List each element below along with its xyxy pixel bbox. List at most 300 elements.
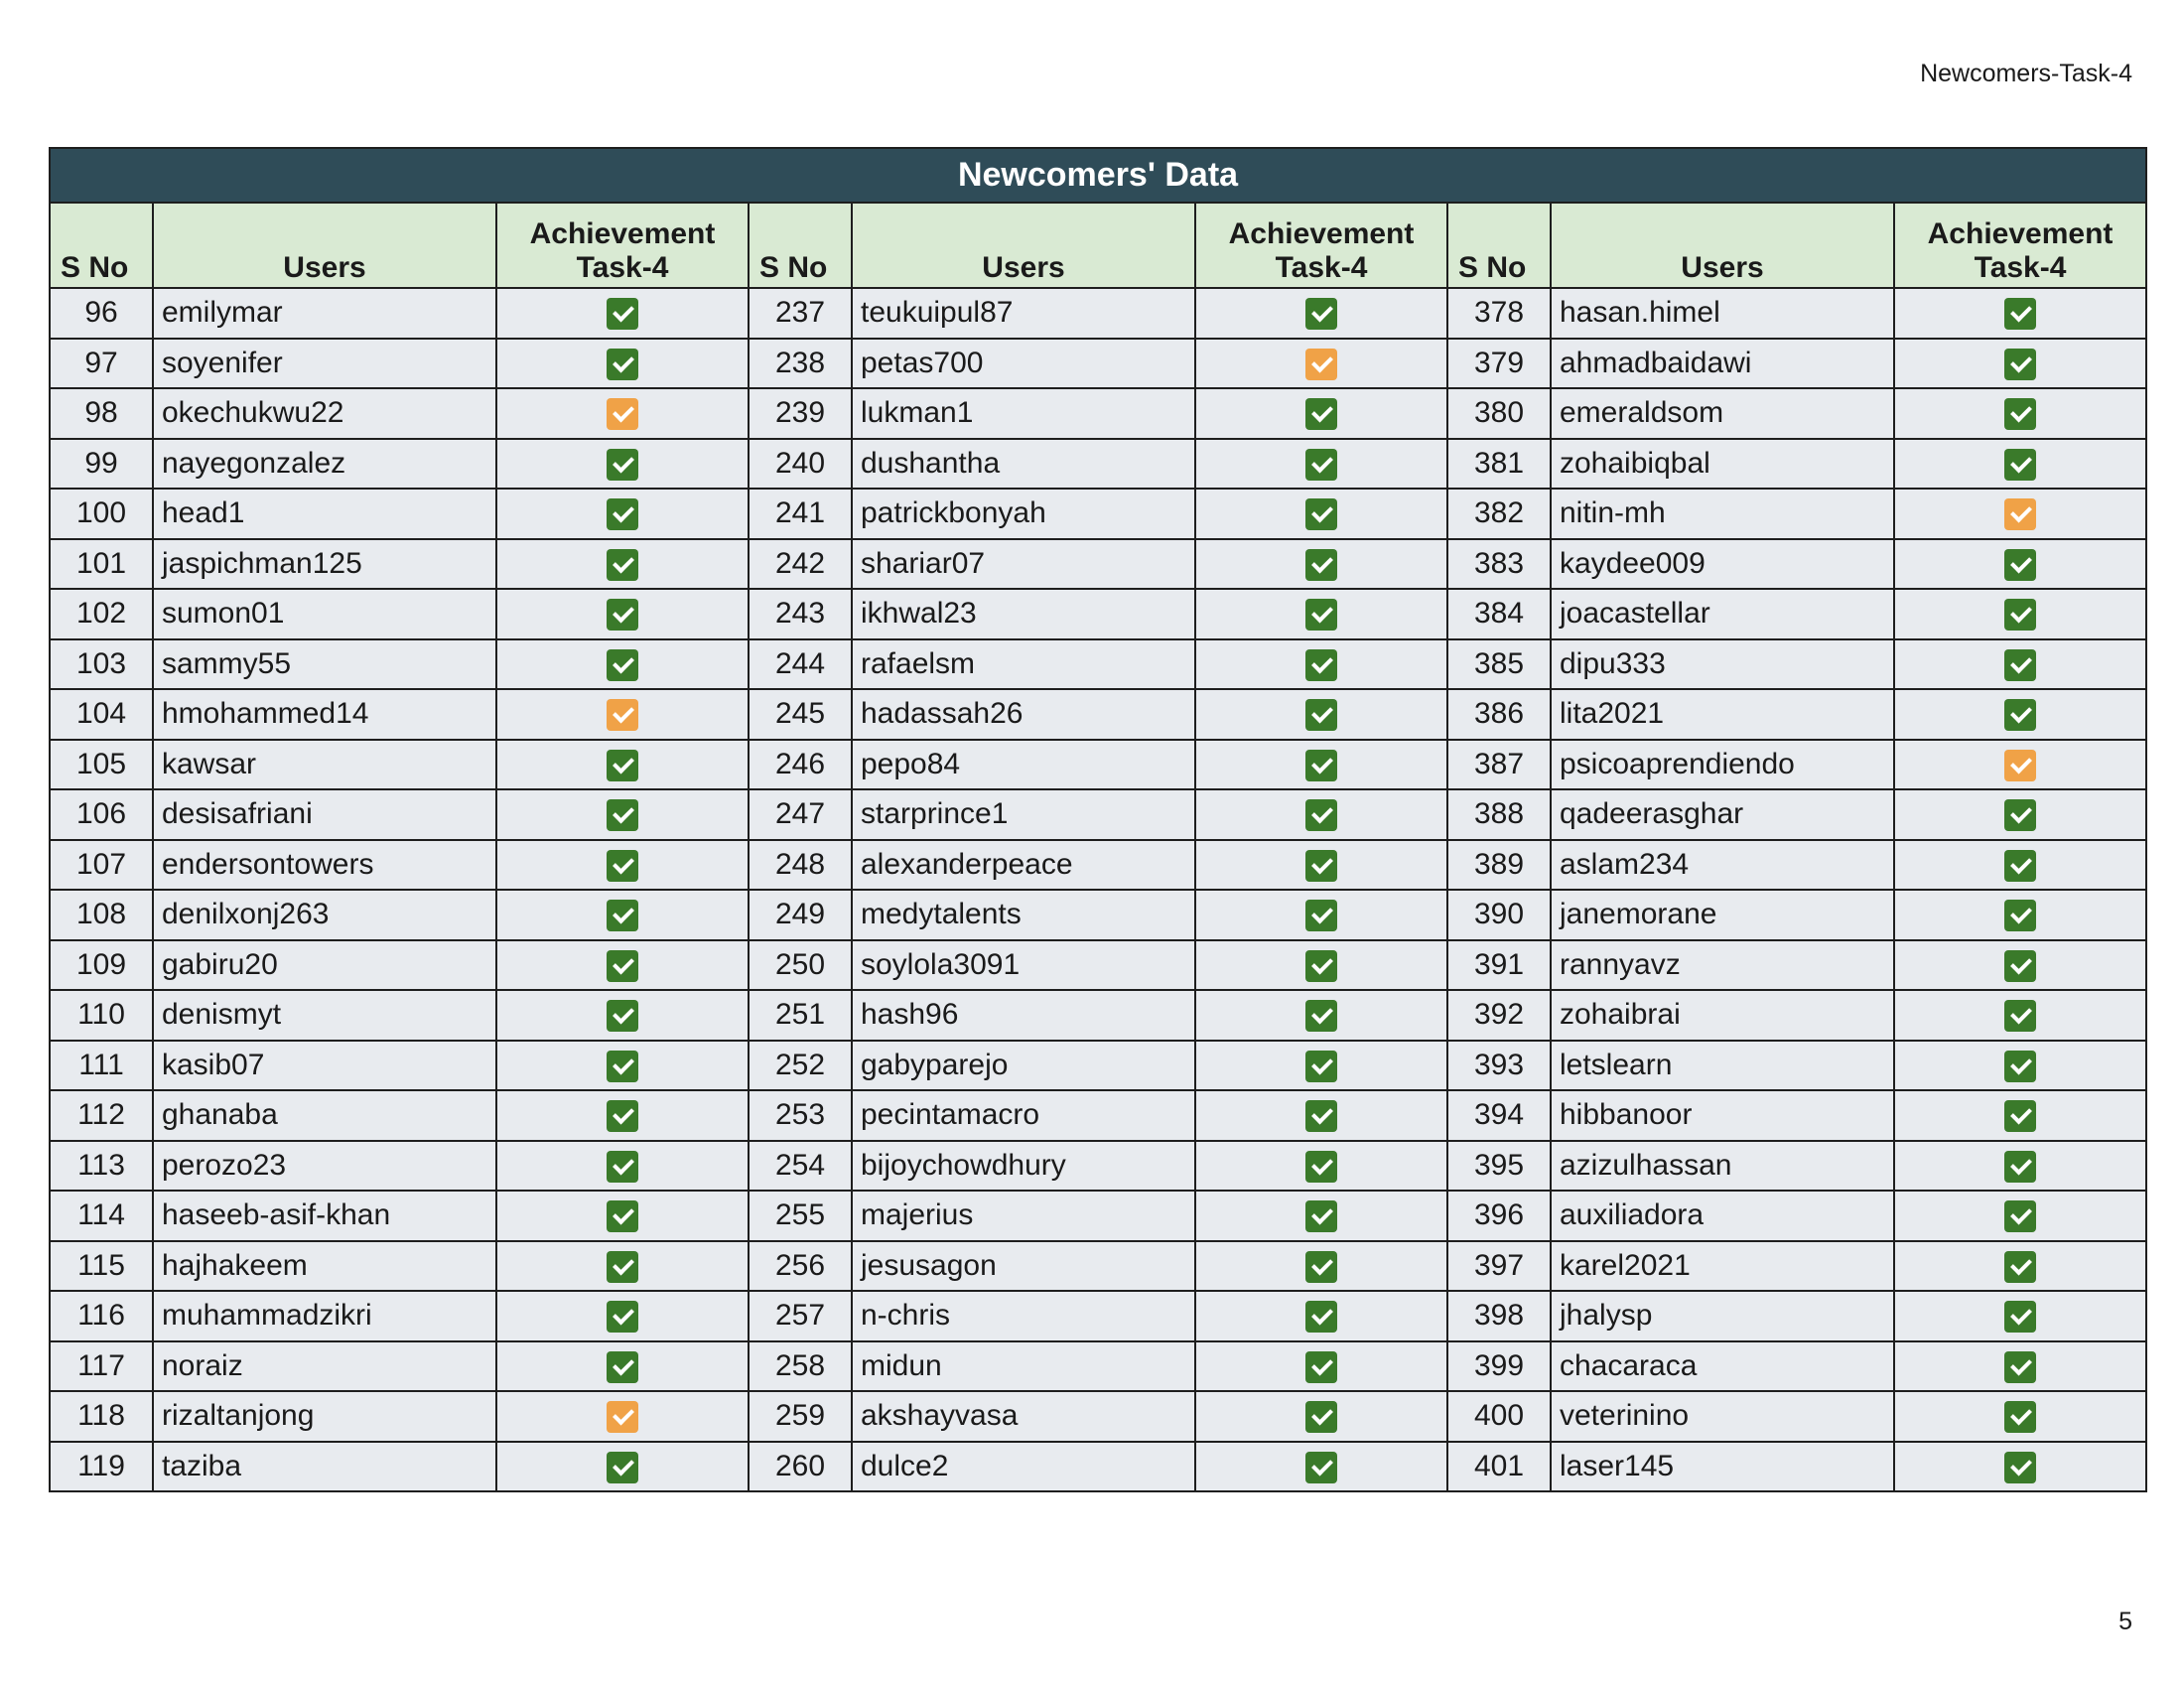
- checkbox-checked-icon: [1305, 900, 1337, 931]
- achievement-cell: [496, 890, 749, 940]
- user-cell: zohaibrai: [1551, 990, 1894, 1041]
- user-cell: sammy55: [153, 639, 496, 690]
- sno-cell: 119: [50, 1442, 153, 1492]
- table-row: [50, 288, 2146, 339]
- checkbox-checked-icon: [2004, 1100, 2036, 1132]
- achievement-cell: [1195, 1090, 1447, 1141]
- user-cell: auxiliadora: [1551, 1191, 1894, 1241]
- table-title: Newcomers' Data: [50, 148, 2146, 203]
- table-row: [50, 589, 2146, 639]
- column-header-row: [50, 203, 2146, 288]
- table-row: [50, 1090, 2146, 1141]
- achievement-cell: [496, 1341, 749, 1392]
- achievement-cell: [1894, 539, 2146, 590]
- sno-cell: 97: [50, 339, 153, 389]
- newcomers-table: [49, 147, 2147, 1492]
- sno-cell: 382: [1447, 489, 1551, 539]
- sno-cell: 239: [749, 388, 852, 439]
- table-row: [50, 689, 2146, 740]
- checkbox-checked-icon: [2004, 599, 2036, 631]
- sno-header: S No: [749, 203, 852, 288]
- sno-cell: 391: [1447, 940, 1551, 991]
- checkbox-checked-icon: [1305, 1401, 1337, 1433]
- user-cell: letslearn: [1551, 1041, 1894, 1091]
- checkbox-checked-icon: [607, 1000, 638, 1032]
- checkbox-partial-icon: [607, 398, 638, 430]
- user-cell: shariar07: [852, 539, 1195, 590]
- user-cell: kawsar: [153, 740, 496, 790]
- sno-cell: 393: [1447, 1041, 1551, 1091]
- sno-cell: 400: [1447, 1391, 1551, 1442]
- checkbox-checked-icon: [607, 900, 638, 931]
- sno-cell: 395: [1447, 1141, 1551, 1192]
- sno-cell: 109: [50, 940, 153, 991]
- sno-cell: 398: [1447, 1291, 1551, 1341]
- users-header: Users: [153, 203, 496, 288]
- user-cell: chacaraca: [1551, 1341, 1894, 1392]
- user-cell: zohaibiqbal: [1551, 439, 1894, 490]
- checkbox-checked-icon: [607, 1051, 638, 1082]
- checkbox-checked-icon: [2004, 549, 2036, 581]
- achievement-cell: [1195, 639, 1447, 690]
- sno-cell: 110: [50, 990, 153, 1041]
- user-cell: jhalysp: [1551, 1291, 1894, 1341]
- achievement-cell: [496, 1291, 749, 1341]
- achievement-cell: [1894, 288, 2146, 339]
- checkbox-checked-icon: [607, 498, 638, 530]
- achievement-cell: [496, 1041, 749, 1091]
- checkbox-checked-icon: [2004, 1452, 2036, 1483]
- sno-cell: 259: [749, 1391, 852, 1442]
- checkbox-checked-icon: [1305, 1200, 1337, 1232]
- checkbox-checked-icon: [1305, 1000, 1337, 1032]
- user-cell: n-chris: [852, 1291, 1195, 1341]
- user-cell: rafaelsm: [852, 639, 1195, 690]
- sno-cell: 389: [1447, 840, 1551, 891]
- achievement-cell: [1195, 388, 1447, 439]
- user-cell: pecintamacro: [852, 1090, 1195, 1141]
- user-cell: soylola3091: [852, 940, 1195, 991]
- achievement-cell: [1195, 840, 1447, 891]
- sno-header: S No: [50, 203, 153, 288]
- achievement-cell: [1894, 388, 2146, 439]
- sno-cell: 111: [50, 1041, 153, 1091]
- user-cell: ahmadbaidawi: [1551, 339, 1894, 389]
- checkbox-checked-icon: [1305, 699, 1337, 731]
- page-header: Newcomers-Task-4: [1920, 60, 2132, 87]
- achievement-header-line1: Achievement: [1927, 217, 2114, 250]
- user-cell: starprince1: [852, 789, 1195, 840]
- user-cell: taziba: [153, 1442, 496, 1492]
- checkbox-partial-icon: [2004, 750, 2036, 781]
- sno-cell: 390: [1447, 890, 1551, 940]
- achievement-cell: [1894, 789, 2146, 840]
- sno-cell: 96: [50, 288, 153, 339]
- sno-cell: 396: [1447, 1191, 1551, 1241]
- achievement-cell: [496, 1442, 749, 1492]
- table-row: [50, 990, 2146, 1041]
- user-cell: noraiz: [153, 1341, 496, 1392]
- user-cell: alexanderpeace: [852, 840, 1195, 891]
- achievement-cell: [1894, 990, 2146, 1041]
- achievement-cell: [496, 339, 749, 389]
- achievement-cell: [496, 1391, 749, 1442]
- user-cell: head1: [153, 489, 496, 539]
- sno-cell: 258: [749, 1341, 852, 1392]
- user-cell: soyenifer: [153, 339, 496, 389]
- checkbox-checked-icon: [607, 1351, 638, 1383]
- user-cell: laser145: [1551, 1442, 1894, 1492]
- user-cell: hajhakeem: [153, 1241, 496, 1292]
- achievement-cell: [1195, 1241, 1447, 1292]
- checkbox-checked-icon: [2004, 649, 2036, 681]
- checkbox-checked-icon: [1305, 1051, 1337, 1082]
- sno-cell: 255: [749, 1191, 852, 1241]
- achievement-cell: [1894, 589, 2146, 639]
- checkbox-checked-icon: [607, 1452, 638, 1483]
- sno-cell: 250: [749, 940, 852, 991]
- user-cell: jaspichman125: [153, 539, 496, 590]
- checkbox-checked-icon: [2004, 298, 2036, 330]
- sno-cell: 249: [749, 890, 852, 940]
- checkbox-checked-icon: [1305, 398, 1337, 430]
- user-cell: endersontowers: [153, 840, 496, 891]
- checkbox-checked-icon: [607, 799, 638, 831]
- sno-cell: 242: [749, 539, 852, 590]
- achievement-cell: [1195, 1442, 1447, 1492]
- user-cell: medytalents: [852, 890, 1195, 940]
- achievement-cell: [496, 840, 749, 891]
- achievement-cell: [1195, 589, 1447, 639]
- achievement-cell: [496, 539, 749, 590]
- checkbox-checked-icon: [2004, 1000, 2036, 1032]
- page-number: 5: [2118, 1608, 2132, 1635]
- checkbox-partial-icon: [2004, 498, 2036, 530]
- table-row: [50, 789, 2146, 840]
- achievement-cell: [1894, 489, 2146, 539]
- checkbox-checked-icon: [607, 1100, 638, 1132]
- user-cell: emilymar: [153, 288, 496, 339]
- achievement-cell: [496, 1191, 749, 1241]
- achievement-cell: [496, 639, 749, 690]
- achievement-cell: [1894, 639, 2146, 690]
- achievement-cell: [1195, 1041, 1447, 1091]
- sno-cell: 118: [50, 1391, 153, 1442]
- sno-cell: 383: [1447, 539, 1551, 590]
- user-cell: dulce2: [852, 1442, 1195, 1492]
- user-cell: desisafriani: [153, 789, 496, 840]
- table-row: [50, 339, 2146, 389]
- sno-cell: 240: [749, 439, 852, 490]
- checkbox-checked-icon: [607, 1301, 638, 1333]
- checkbox-checked-icon: [1305, 850, 1337, 882]
- sno-cell: 116: [50, 1291, 153, 1341]
- achievement-cell: [1894, 840, 2146, 891]
- sno-cell: 113: [50, 1141, 153, 1192]
- table-row: [50, 940, 2146, 991]
- achievement-cell: [1195, 339, 1447, 389]
- sno-cell: 237: [749, 288, 852, 339]
- table-row: [50, 439, 2146, 490]
- users-header: Users: [852, 203, 1195, 288]
- sno-cell: 99: [50, 439, 153, 490]
- achievement-cell: [496, 940, 749, 991]
- checkbox-checked-icon: [2004, 1200, 2036, 1232]
- achievement-cell: [1195, 990, 1447, 1041]
- checkbox-checked-icon: [1305, 1452, 1337, 1483]
- table-row: [50, 1041, 2146, 1091]
- user-cell: emeraldsom: [1551, 388, 1894, 439]
- achievement-cell: [1894, 1090, 2146, 1141]
- table-row: [50, 1341, 2146, 1392]
- checkbox-checked-icon: [1305, 750, 1337, 781]
- checkbox-checked-icon: [1305, 549, 1337, 581]
- user-cell: nayegonzalez: [153, 439, 496, 490]
- sno-cell: 254: [749, 1141, 852, 1192]
- user-cell: lukman1: [852, 388, 1195, 439]
- achievement-cell: [1894, 439, 2146, 490]
- user-cell: azizulhassan: [1551, 1141, 1894, 1192]
- achievement-cell: [1195, 1291, 1447, 1341]
- sno-cell: 108: [50, 890, 153, 940]
- achievement-cell: [1195, 539, 1447, 590]
- checkbox-checked-icon: [1305, 1351, 1337, 1383]
- achievement-header: [1894, 203, 2146, 288]
- user-cell: gabiru20: [153, 940, 496, 991]
- sno-cell: 380: [1447, 388, 1551, 439]
- sno-cell: 387: [1447, 740, 1551, 790]
- checkbox-checked-icon: [1305, 1100, 1337, 1132]
- sno-cell: 251: [749, 990, 852, 1041]
- user-cell: rannyavz: [1551, 940, 1894, 991]
- checkbox-checked-icon: [2004, 699, 2036, 731]
- table-row: [50, 890, 2146, 940]
- checkbox-checked-icon: [2004, 850, 2036, 882]
- sno-cell: 245: [749, 689, 852, 740]
- checkbox-checked-icon: [2004, 950, 2036, 982]
- checkbox-checked-icon: [607, 1251, 638, 1283]
- checkbox-checked-icon: [1305, 599, 1337, 631]
- sno-cell: 248: [749, 840, 852, 891]
- achievement-cell: [496, 388, 749, 439]
- sno-cell: 104: [50, 689, 153, 740]
- sno-cell: 388: [1447, 789, 1551, 840]
- user-cell: veterinino: [1551, 1391, 1894, 1442]
- user-cell: joacastellar: [1551, 589, 1894, 639]
- achievement-header-line2: Task-4: [576, 251, 669, 284]
- achievement-cell: [1894, 689, 2146, 740]
- user-cell: patrickbonyah: [852, 489, 1195, 539]
- checkbox-checked-icon: [607, 298, 638, 330]
- achievement-header: [1195, 203, 1447, 288]
- table-body: [50, 288, 2146, 1491]
- achievement-cell: [1894, 1341, 2146, 1392]
- checkbox-checked-icon: [607, 349, 638, 380]
- user-cell: haseeb-asif-khan: [153, 1191, 496, 1241]
- sno-cell: 100: [50, 489, 153, 539]
- checkbox-checked-icon: [607, 1200, 638, 1232]
- user-cell: lita2021: [1551, 689, 1894, 740]
- sno-cell: 106: [50, 789, 153, 840]
- sno-cell: 246: [749, 740, 852, 790]
- table-row: [50, 388, 2146, 439]
- sno-cell: 115: [50, 1241, 153, 1292]
- checkbox-checked-icon: [2004, 799, 2036, 831]
- sno-cell: 381: [1447, 439, 1551, 490]
- achievement-cell: [1195, 789, 1447, 840]
- sno-cell: 256: [749, 1241, 852, 1292]
- achievement-cell: [1195, 940, 1447, 991]
- achievement-cell: [1195, 489, 1447, 539]
- achievement-header-line2: Task-4: [1974, 251, 2067, 284]
- checkbox-checked-icon: [607, 750, 638, 781]
- checkbox-checked-icon: [1305, 1251, 1337, 1283]
- checkbox-checked-icon: [2004, 1401, 2036, 1433]
- user-cell: psicoaprendiendo: [1551, 740, 1894, 790]
- achievement-cell: [1195, 439, 1447, 490]
- sno-cell: 252: [749, 1041, 852, 1091]
- checkbox-checked-icon: [1305, 799, 1337, 831]
- user-cell: hadassah26: [852, 689, 1195, 740]
- achievement-cell: [1894, 940, 2146, 991]
- table-row: [50, 1442, 2146, 1492]
- achievement-cell: [1195, 1391, 1447, 1442]
- achievement-cell: [1894, 1391, 2146, 1442]
- user-cell: bijoychowdhury: [852, 1141, 1195, 1192]
- user-cell: dushantha: [852, 439, 1195, 490]
- achievement-header-line1: Achievement: [1228, 217, 1415, 250]
- sno-cell: 392: [1447, 990, 1551, 1041]
- user-cell: majerius: [852, 1191, 1195, 1241]
- checkbox-checked-icon: [2004, 1301, 2036, 1333]
- user-cell: hmohammed14: [153, 689, 496, 740]
- sno-cell: 257: [749, 1291, 852, 1341]
- user-cell: kaydee009: [1551, 539, 1894, 590]
- achievement-cell: [496, 489, 749, 539]
- sno-cell: 243: [749, 589, 852, 639]
- user-cell: gabyparejo: [852, 1041, 1195, 1091]
- user-cell: qadeerasghar: [1551, 789, 1894, 840]
- sno-cell: 112: [50, 1090, 153, 1141]
- user-cell: janemorane: [1551, 890, 1894, 940]
- table-row: [50, 1191, 2146, 1241]
- checkbox-checked-icon: [607, 1151, 638, 1183]
- table-row: [50, 840, 2146, 891]
- user-cell: hash96: [852, 990, 1195, 1041]
- achievement-cell: [1894, 339, 2146, 389]
- checkbox-checked-icon: [1305, 298, 1337, 330]
- sno-cell: 102: [50, 589, 153, 639]
- achievement-cell: [1894, 1291, 2146, 1341]
- sno-cell: 378: [1447, 288, 1551, 339]
- achievement-cell: [1195, 288, 1447, 339]
- checkbox-checked-icon: [1305, 498, 1337, 530]
- sno-cell: 386: [1447, 689, 1551, 740]
- user-cell: dipu333: [1551, 639, 1894, 690]
- sno-cell: 238: [749, 339, 852, 389]
- checkbox-partial-icon: [1305, 349, 1337, 380]
- table-row: [50, 1241, 2146, 1292]
- sno-cell: 394: [1447, 1090, 1551, 1141]
- achievement-cell: [1894, 1141, 2146, 1192]
- sno-cell: 98: [50, 388, 153, 439]
- user-cell: hasan.himel: [1551, 288, 1894, 339]
- achievement-cell: [1894, 1191, 2146, 1241]
- achievement-cell: [496, 1141, 749, 1192]
- sno-cell: 253: [749, 1090, 852, 1141]
- user-cell: akshayvasa: [852, 1391, 1195, 1442]
- checkbox-checked-icon: [2004, 398, 2036, 430]
- sno-cell: 103: [50, 639, 153, 690]
- checkbox-checked-icon: [1305, 950, 1337, 982]
- user-cell: nitin-mh: [1551, 489, 1894, 539]
- achievement-cell: [1195, 740, 1447, 790]
- sno-cell: 385: [1447, 639, 1551, 690]
- table-row: [50, 1291, 2146, 1341]
- sno-header: S No: [1447, 203, 1551, 288]
- sno-cell: 384: [1447, 589, 1551, 639]
- table-row: [50, 489, 2146, 539]
- user-cell: hibbanoor: [1551, 1090, 1894, 1141]
- achievement-cell: [496, 740, 749, 790]
- sno-cell: 241: [749, 489, 852, 539]
- checkbox-checked-icon: [2004, 1251, 2036, 1283]
- sno-cell: 117: [50, 1341, 153, 1392]
- sno-cell: 379: [1447, 339, 1551, 389]
- user-cell: sumon01: [153, 589, 496, 639]
- checkbox-checked-icon: [1305, 449, 1337, 481]
- user-cell: denismyt: [153, 990, 496, 1041]
- achievement-cell: [1195, 1341, 1447, 1392]
- checkbox-partial-icon: [607, 1401, 638, 1433]
- user-cell: muhammadzikri: [153, 1291, 496, 1341]
- sno-cell: 101: [50, 539, 153, 590]
- achievement-cell: [1195, 1141, 1447, 1192]
- sno-cell: 114: [50, 1191, 153, 1241]
- checkbox-checked-icon: [607, 599, 638, 631]
- sno-cell: 401: [1447, 1442, 1551, 1492]
- users-header: Users: [1551, 203, 1894, 288]
- sno-cell: 244: [749, 639, 852, 690]
- checkbox-checked-icon: [607, 649, 638, 681]
- checkbox-partial-icon: [607, 699, 638, 731]
- user-cell: midun: [852, 1341, 1195, 1392]
- user-cell: aslam234: [1551, 840, 1894, 891]
- checkbox-checked-icon: [607, 850, 638, 882]
- table-row: [50, 639, 2146, 690]
- user-cell: jesusagon: [852, 1241, 1195, 1292]
- checkbox-checked-icon: [607, 950, 638, 982]
- sno-cell: 399: [1447, 1341, 1551, 1392]
- checkbox-checked-icon: [1305, 649, 1337, 681]
- achievement-cell: [496, 589, 749, 639]
- user-cell: denilxonj263: [153, 890, 496, 940]
- user-cell: perozo23: [153, 1141, 496, 1192]
- achievement-cell: [1195, 1191, 1447, 1241]
- table-row: [50, 740, 2146, 790]
- achievement-cell: [1894, 890, 2146, 940]
- achievement-cell: [496, 1090, 749, 1141]
- sno-cell: 247: [749, 789, 852, 840]
- checkbox-checked-icon: [607, 449, 638, 481]
- user-cell: karel2021: [1551, 1241, 1894, 1292]
- checkbox-checked-icon: [607, 549, 638, 581]
- user-cell: ghanaba: [153, 1090, 496, 1141]
- achievement-cell: [496, 439, 749, 490]
- user-cell: rizaltanjong: [153, 1391, 496, 1442]
- achievement-cell: [496, 789, 749, 840]
- table-row: [50, 1141, 2146, 1192]
